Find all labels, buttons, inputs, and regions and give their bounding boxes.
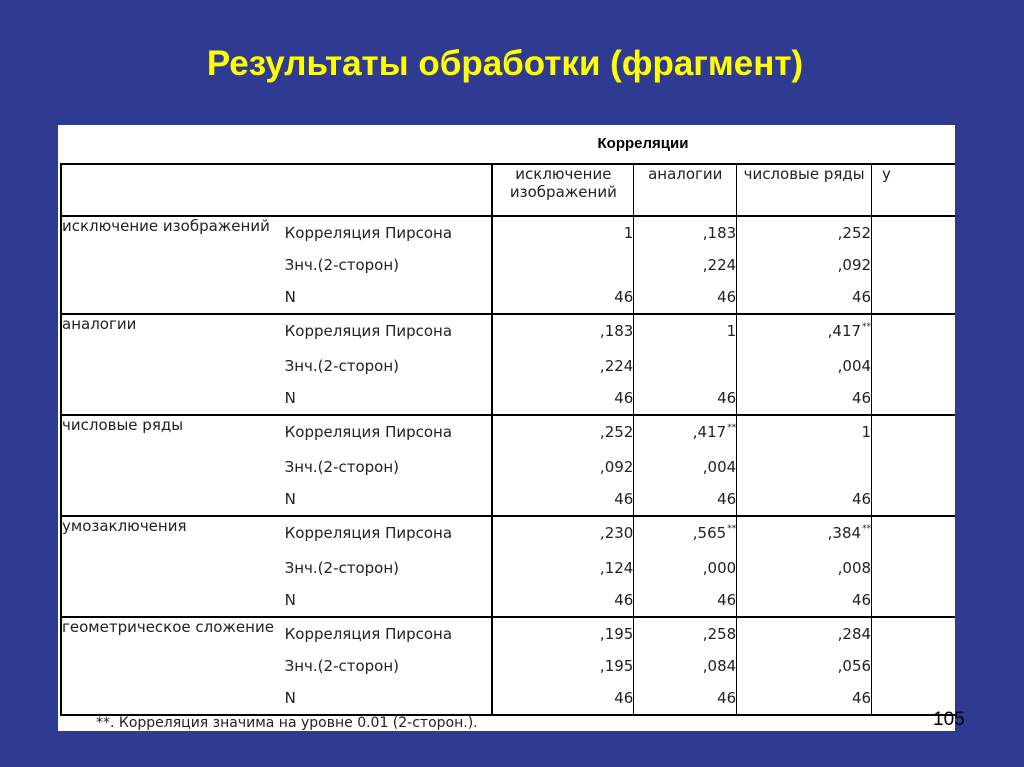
statistic-label: Знч.(2-сторон) (284, 357, 400, 375)
value-cell (634, 516, 737, 552)
statistic-label: N (285, 281, 493, 314)
value-cell (737, 415, 872, 451)
value-cell: 46 (492, 682, 633, 715)
value-cell: ,195 (492, 650, 633, 682)
value-cell: 46 (634, 281, 737, 314)
value-cell: 46 (634, 682, 737, 715)
statistic-label: N (285, 584, 493, 617)
statistic-label: Знч.(2-сторон) (284, 458, 400, 476)
correlation-value: ,565 (692, 524, 727, 542)
column-header: у (872, 164, 955, 216)
value-cell: ,224 (492, 350, 633, 382)
correlation-value: ,252 (599, 423, 634, 441)
value-cell (737, 516, 872, 552)
value-cell: 46 (634, 382, 737, 415)
value-cell: 46 (634, 584, 737, 617)
value-cell: ,004 (634, 451, 737, 483)
value-cell: ,000 (634, 552, 737, 584)
header-empty-cell (61, 164, 492, 216)
statistic-label: Корреляция Пирсона (284, 625, 453, 643)
statistic-label: Знч.(2-сторон) (284, 256, 400, 274)
value-cell (492, 216, 633, 249)
value-cell (492, 415, 633, 451)
value-cell: 46 (492, 281, 633, 314)
value-cell: 46 (634, 483, 737, 516)
value-cell: ,124 (492, 552, 633, 584)
value-cell: 46 (492, 483, 633, 516)
table-row (61, 415, 955, 451)
column-header: числовые ряды (737, 164, 872, 216)
table-caption: Корреляции (597, 135, 689, 152)
page-number: 105 (933, 709, 965, 730)
truncated-column-cell (872, 584, 955, 617)
correlation-value: ,284 (837, 625, 872, 643)
correlation-value: ,183 (599, 322, 634, 340)
statistic-label: N (285, 382, 493, 415)
table-row (61, 516, 955, 552)
correlation-value: 1 (861, 423, 872, 441)
slide-title: Результаты обработки (фрагмент) (206, 44, 804, 83)
truncated-column-cell (872, 216, 955, 249)
value-cell: ,004 (737, 350, 872, 382)
value-cell: ,092 (737, 249, 872, 281)
variable-label: аналогии (61, 314, 285, 415)
value-cell (492, 516, 633, 552)
truncated-column-cell (872, 451, 955, 483)
statistic-label: N (285, 483, 493, 516)
correlation-value: ,252 (837, 224, 872, 242)
value-cell: 46 (737, 281, 872, 314)
value-cell (492, 617, 633, 650)
value-cell: 46 (737, 682, 872, 715)
correlation-value: ,417 (692, 423, 727, 441)
value-cell: ,092 (492, 451, 633, 483)
significance-marker: ** (727, 423, 737, 433)
value-cell (737, 617, 872, 650)
value-cell: 46 (737, 382, 872, 415)
value-cell: ,008 (737, 552, 872, 584)
value-cell: 46 (492, 584, 633, 617)
correlation-value: ,183 (702, 224, 737, 242)
value-cell (737, 216, 872, 249)
truncated-column-cell (872, 552, 955, 584)
value-cell (634, 350, 737, 382)
header-row (61, 164, 955, 216)
table-row (61, 314, 955, 350)
value-cell (492, 314, 633, 350)
value-cell (634, 314, 737, 350)
value-cell (492, 249, 633, 281)
correlation-value: ,258 (702, 625, 737, 643)
truncated-column-cell (872, 516, 955, 552)
statistic-label: Знч.(2-сторон) (284, 657, 400, 675)
statistic-label: Корреляция Пирсона (284, 524, 453, 542)
truncated-column-cell (872, 281, 955, 314)
value-cell: 46 (492, 382, 633, 415)
value-cell: ,056 (737, 650, 872, 682)
value-cell (737, 314, 872, 350)
correlation-value: ,195 (599, 625, 634, 643)
truncated-column-cell (872, 382, 955, 415)
value-cell: 46 (737, 584, 872, 617)
correlation-value: 1 (623, 224, 634, 242)
correlation-value: 1 (726, 322, 737, 340)
truncated-column-cell (872, 617, 955, 650)
statistic-label: Корреляция Пирсона (284, 322, 453, 340)
variable-label: числовые ряды (61, 415, 285, 516)
value-cell: 46 (737, 483, 872, 516)
value-cell (634, 415, 737, 451)
significance-marker: ** (862, 322, 872, 332)
correlation-value: ,230 (599, 524, 634, 542)
statistic-label: Корреляция Пирсона (284, 423, 453, 441)
statistic-label: Знч.(2-сторон) (284, 559, 400, 577)
table-row (61, 216, 955, 249)
variable-label: исключение изображений (61, 216, 285, 314)
value-cell: ,084 (634, 650, 737, 682)
significance-marker: ** (862, 524, 872, 534)
significance-marker: ** (727, 524, 737, 534)
variable-label: геометрическое сложение (61, 617, 285, 715)
value-cell: ,224 (634, 249, 737, 281)
statistic-label: Корреляция Пирсона (284, 224, 453, 242)
footnote: **. Корреляция значима на уровне 0.01 (2-сторон.). (96, 715, 478, 731)
table-row (61, 617, 955, 650)
value-cell (634, 617, 737, 650)
truncated-column-cell (872, 314, 955, 350)
truncated-column-cell (872, 650, 955, 682)
correlation-value: ,384 (827, 524, 862, 542)
column-header: исключение изображений (492, 164, 633, 216)
correlation-table-panel (58, 125, 955, 731)
value-cell (634, 216, 737, 249)
truncated-column-cell (872, 483, 955, 516)
statistic-label: N (285, 682, 493, 715)
truncated-column-cell (872, 415, 955, 451)
truncated-column-cell (872, 249, 955, 281)
variable-label: умозаключения (61, 516, 285, 617)
column-header: аналогии (634, 164, 737, 216)
correlation-value: ,417 (827, 322, 862, 340)
truncated-column-cell (872, 350, 955, 382)
correlation-table (60, 163, 955, 716)
value-cell (737, 451, 872, 483)
